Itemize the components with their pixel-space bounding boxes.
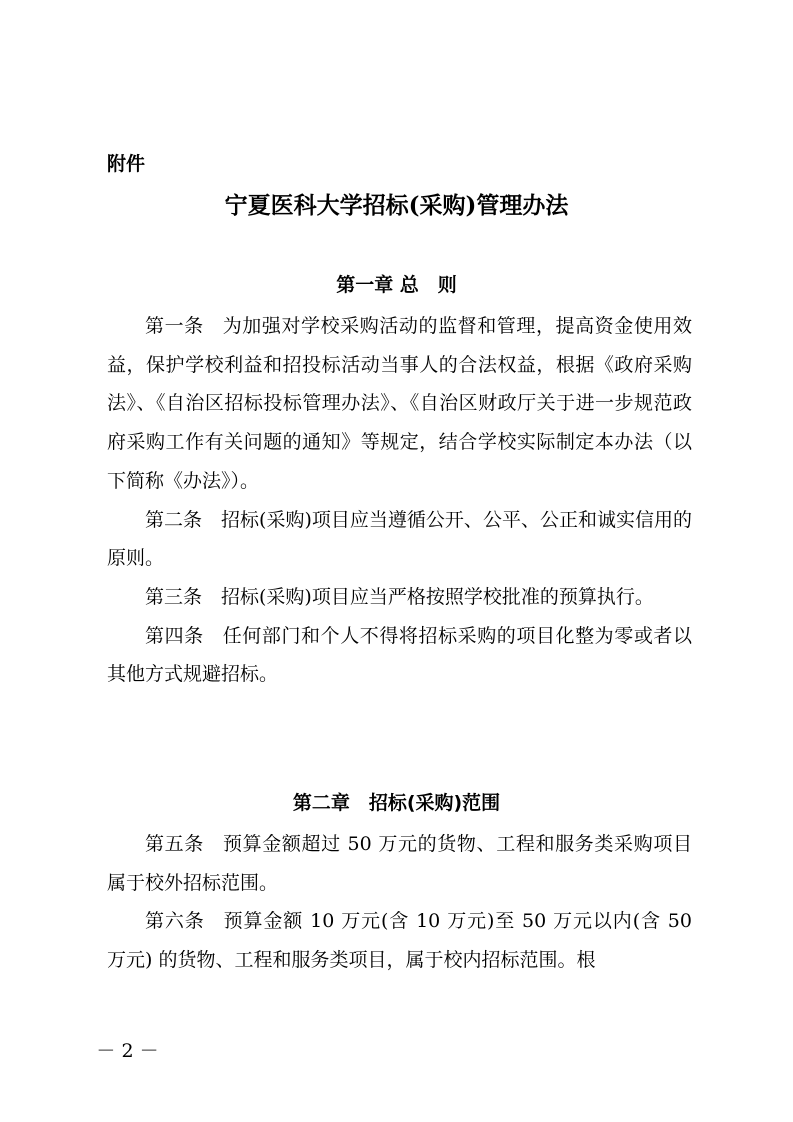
article-5-number: 第五条: [145, 833, 204, 855]
chapter-2-heading: 第二章 招标(采购)范围: [292, 792, 501, 814]
article-1: [107, 307, 692, 501]
article-5-text: 预算金额超过 50 万元的货物、工程和服务类采购项目属于校外招标范围。: [107, 833, 692, 894]
article-3-number: 第三条: [145, 585, 203, 608]
article-4-number: 第四条: [145, 624, 204, 647]
article-6-number: 第六条: [145, 910, 205, 933]
article-2: [107, 501, 692, 578]
article-2-number: 第二条: [145, 508, 203, 531]
article-6-text: 预算金额 10 万元(含 10 万元)至 50 万元以内(含 50 万元) 的货物、工程和服务类项目，属于校内招标范围。根: [107, 910, 692, 972]
page-number: － 2 －: [96, 1040, 159, 1062]
chapter-1-heading: 第一章 总 则: [336, 274, 457, 296]
article-1-text: 为加强对学校采购活动的监督和管理，提高资金使用效益，保护学校利益和招投标活动当事人的合法权益，根据《政府采购法》、《自治区招标投标管理办法》、《自治区财政厅关于进一步规范政府采购工作有关问题的通知》等规定，结合学校实际制定本办法（以下简称《办法》）。: [107, 315, 692, 492]
chapter-1-body: [107, 307, 692, 694]
chapter-2-body: [107, 825, 692, 980]
article-4: [107, 617, 692, 694]
document-title: 宁夏医科大学招标(采购)管理办法: [224, 192, 569, 219]
attachment-label: 附件: [107, 153, 146, 175]
article-4-text: 任何部门和个人不得将招标采购的项目化整为零或者以其他方式规避招标。: [107, 624, 692, 686]
article-2-text: 招标(采购)项目应当遵循公开、公平、公正和诚实信用的原则。: [107, 508, 692, 570]
article-3: [107, 578, 692, 617]
article-5: [107, 825, 692, 902]
article-6: [107, 902, 692, 979]
article-1-number: 第一条: [145, 315, 204, 337]
article-3-text: 招标(采购)项目应当严格按照学校批准的预算执行。: [221, 585, 654, 608]
